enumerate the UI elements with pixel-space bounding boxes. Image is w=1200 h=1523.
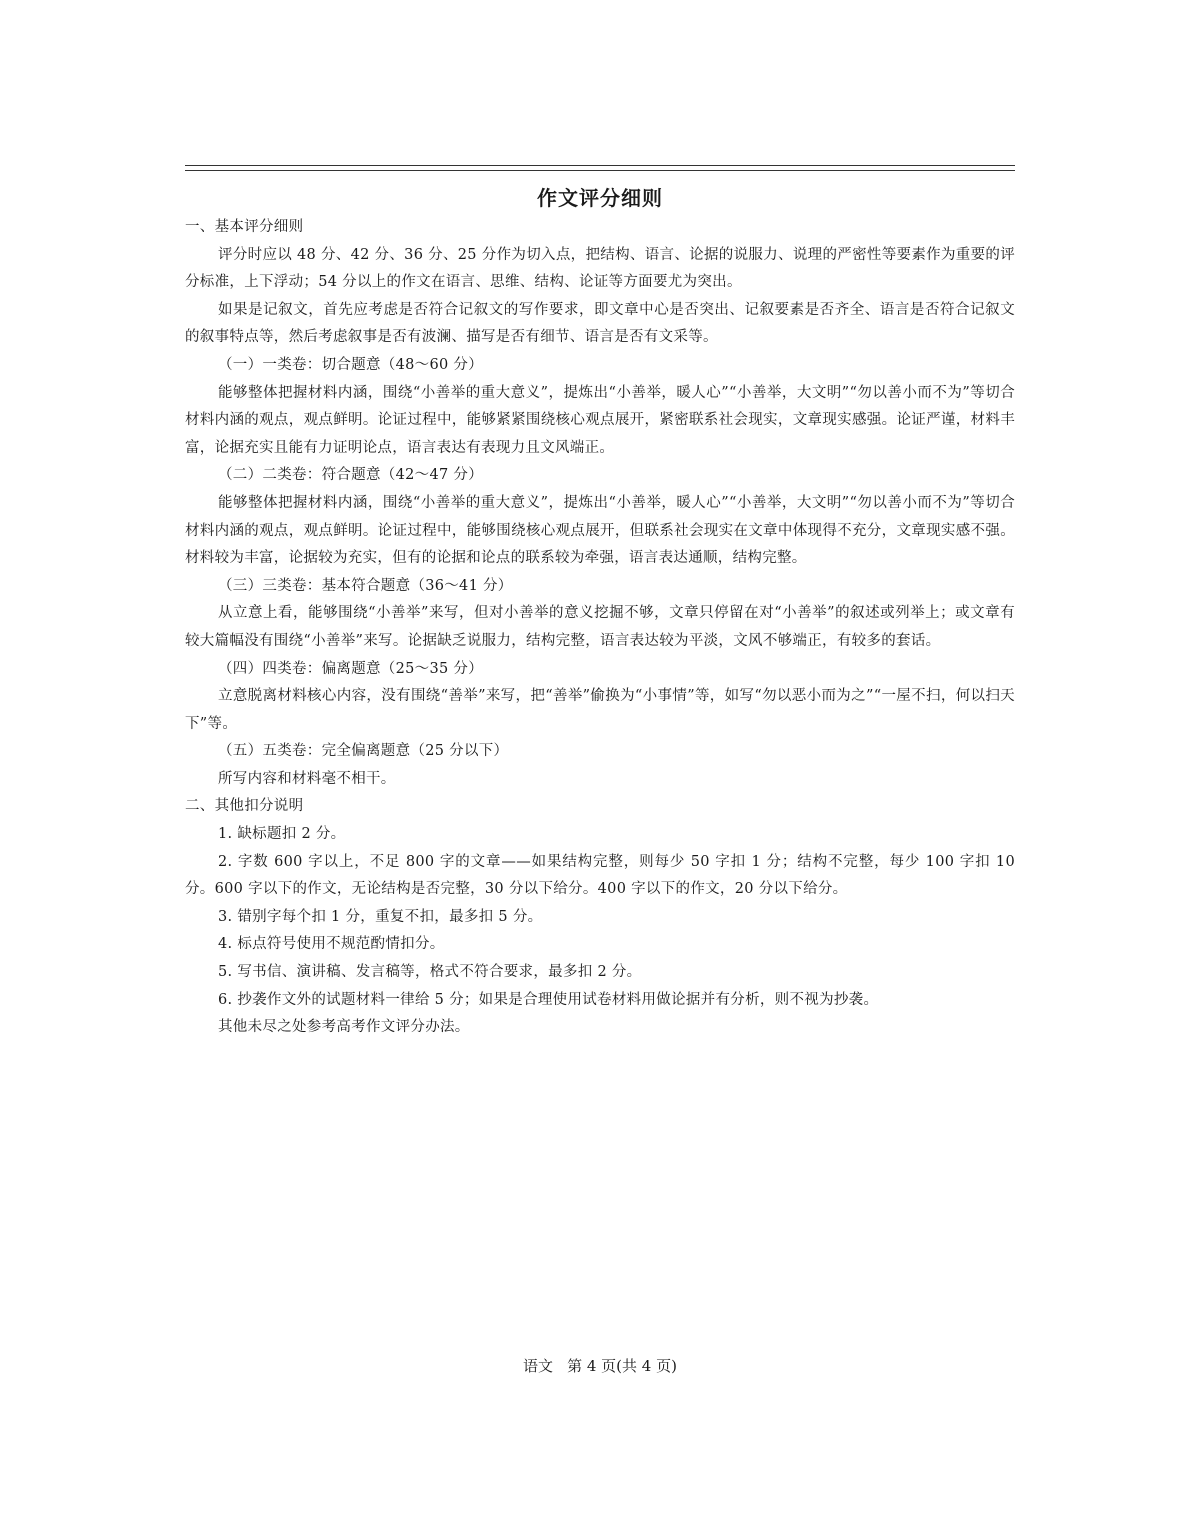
deduction-item-3: 3. 错别字每个扣 1 分，重复不扣，最多扣 5 分。: [218, 908, 543, 925]
grade-2-label: （二）二类卷：符合题意（42～47 分）: [218, 467, 484, 484]
grade-1-text: 能够整体把握材料内涵，围绕“小善举的重大意义”，提炼出“小善举，暖人心”“小善举，大文明”“勿以善小而不为”等切合材料内涵的观点，观点鲜明。论证过程中，能够紧紧围绕核心观点展开，紧密联系社会现实，文章现实感强。论证严谨，材料丰富，论据充实且能有力证明论点，语言表达有表现力且文风端正。: [185, 384, 1015, 456]
grade-2-text: 能够整体把握材料内涵，围绕“小善举的重大意义”，提炼出“小善举，暖人心”“小善举，大文明”“勿以善小而不为”等切合材料内涵的观点，观点鲜明。论证过程中，能够围绕核心观点展开，但联系社会现实在文章中体现得不充分，文章现实感不强。材料较为丰富，论据较为充实，但有的论据和论点的联系较为牵强，语言表达通顺，结构完整。: [185, 494, 1015, 567]
deduction-item-1: 1. 缺标题扣 2 分。: [218, 826, 346, 843]
grade-4-label: （四）四类卷：偏离题意（25～35 分）: [218, 660, 484, 677]
section1-narrative: 如果是记叙文，首先应考虑是否符合记叙文的写作要求，即文章中心是否突出、记叙要素是否齐全、语言是否符合记叙文的叙事特点等，然后考虑叙事是否有波澜、描写是否有细节、语言是否有文采等。: [185, 301, 1015, 346]
grade-1-label: （一）一类卷：切合题意（48～60 分）: [218, 356, 484, 373]
deduction-item-2: 2. 字数 600 字以上，不足 800 字的文章——如果结构完整，则每少 50 字扣 1 分；结构不完整，每少 100 字扣 10 分。600 字以下的作文，无论结构是否完整，30 分以下给分。400 字以下的作文，20 分以下给分。: [185, 853, 1015, 898]
footer-subject: 语文: [523, 1357, 554, 1375]
page-footer: [0, 1355, 1200, 1376]
section2-heading: 二、其他扣分说明: [185, 798, 304, 815]
grade-3-text: 从立意上看，能够围绕“小善举”来写，但对小善举的意义挖掘不够，文章只停留在对“小善举”的叙述或列举上；或文章有较大篇幅没有围绕“小善举”来写。论据缺乏说服力，结构完整，语言表达较为平淡，文风不够端正，有较多的套话。: [185, 605, 1015, 649]
grade-5-text: 所写内容和材料毫不相干。: [218, 770, 396, 787]
grade-5-label: （五）五类卷：完全偏离题意（25 分以下）: [218, 743, 509, 760]
section1-heading: 一、基本评分细则: [185, 219, 304, 235]
grade-3-label: （三）三类卷：基本符合题意（36～41 分）: [218, 577, 513, 594]
footer-page-number: 第 4 页(共 4 页): [567, 1357, 677, 1375]
deduction-item-6: 6. 抄袭作文外的试题材料一律给 5 分；如果是合理使用试卷材料用做论据并有分析，则不视为抄袭。: [218, 991, 879, 1008]
grade-4-text: 立意脱离材料核心内容，没有围绕“善举”来写，把“善举”偷换为“小事情”等，如写“勿以恶小而为之”“一屋不扫，何以扫天下”等。: [185, 688, 1015, 732]
page-title: 作文评分细则: [537, 186, 663, 210]
section1-intro: 评分时应以 48 分、42 分、36 分、25 分作为切入点，把结构、语言、论据的说服力、说理的严密性等要素作为重要的评分标准，上下浮动；54 分以上的作文在语言、思维、结构、论证等方面要尤为突出。: [185, 246, 1015, 291]
deduction-item-4: 4. 标点符号使用不规范酌情扣分。: [218, 936, 445, 953]
closing-note: 其他未尽之处参考高考作文评分办法。: [218, 1019, 470, 1036]
top-double-rule: [185, 165, 1015, 171]
document-body: [185, 214, 1015, 1042]
deduction-item-5: 5. 写书信、演讲稿、发言稿等，格式不符合要求，最多扣 2 分。: [218, 964, 642, 981]
